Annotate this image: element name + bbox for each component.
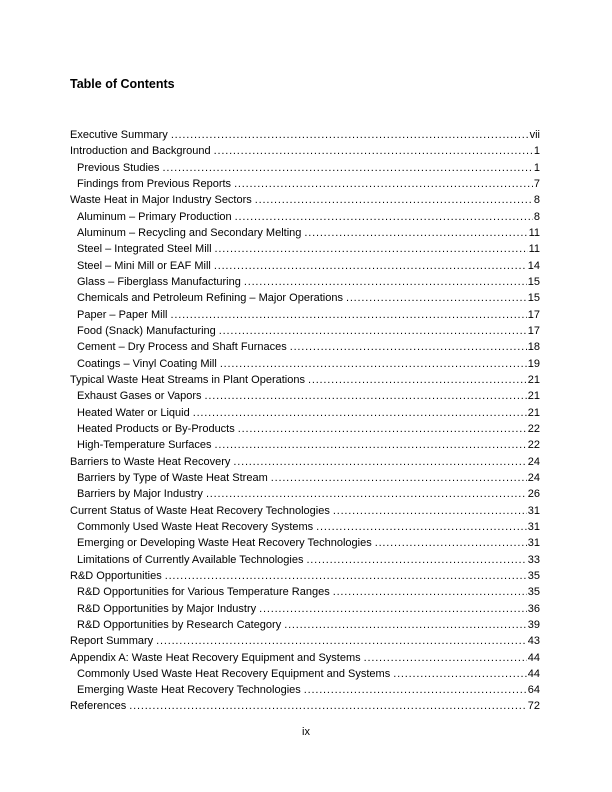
toc-entry-page: 33 [527,553,540,566]
toc-entry-title: R&D Opportunities by Research Category [77,618,282,631]
toc-dot-leader [219,323,527,339]
toc-dot-leader [308,372,527,388]
toc-dot-leader [163,160,533,176]
toc-entry-title: Cement – Dry Process and Shaft Furnaces [77,341,287,354]
toc-entry-page: 21 [527,390,540,403]
toc-dot-leader [214,143,533,159]
toc-entry-title: Emerging Waste Heat Recovery Technologies [77,684,301,697]
toc-dot-leader [333,503,527,519]
toc-entry-title: R&D Opportunities [70,569,162,582]
toc-dot-leader [255,192,533,208]
toc-entry-page: 14 [527,259,540,272]
toc-entry-page: 26 [527,488,540,501]
toc-entry [70,552,540,568]
toc-entry-page: 21 [527,373,540,386]
toc-dot-leader [214,258,527,274]
toc-entry-page: 35 [527,569,540,582]
toc-entry-title: References [70,700,127,713]
toc-entry-title: Aluminum – Recycling and Secondary Melting [77,226,302,239]
toc-entry-title: Barriers by Major Industry [77,488,203,501]
toc-entry [70,225,540,241]
toc-entry-title: Barriers to Waste Heat Recovery [70,455,231,468]
toc-entry-page: 18 [527,341,540,354]
toc-entry-title: Current Status of Waste Heat Recovery Technologies [70,504,330,517]
toc-entry [70,650,540,666]
toc-entry-title: Heated Products or By-Products [77,422,235,435]
toc-entry [70,192,540,208]
toc-entry-title: R&D Opportunities by Major Industry [77,602,257,615]
toc-entry-page: 15 [527,292,540,305]
toc-entry [70,584,540,600]
toc-entry [70,388,540,404]
toc-entry [70,127,540,143]
toc-dot-leader [156,633,527,649]
toc-entry-title: Steel – Mini Mill or EAF Mill [77,259,211,272]
toc-entry [70,258,540,274]
toc-entry-title: Previous Studies [77,161,160,174]
toc-entry-page: 21 [527,406,540,419]
toc-entry [70,503,540,519]
toc-entry [70,454,540,470]
toc-entry-title: Typical Waste Heat Streams in Plant Operations [70,373,305,386]
toc-entry [70,209,540,225]
toc-entry-page: 1 [533,161,540,174]
toc-entry-title: Glass – Fiberglass Manufacturing [77,275,241,288]
toc-entry [70,290,540,306]
toc-entry-page: 44 [527,667,540,680]
toc-dot-leader [129,698,526,714]
toc-entry [70,160,540,176]
toc-entry [70,535,540,551]
toc-entry-page: 19 [527,357,540,370]
toc-entry [70,666,540,682]
toc-entry-title: Barriers by Type of Waste Heat Stream [77,471,268,484]
toc-entry-title: Emerging or Developing Waste Heat Recovery Technologies [77,537,372,550]
toc-entry-title: Waste Heat in Major Industry Sectors [70,194,252,207]
toc-entry [70,437,540,453]
toc-entry-page: 7 [533,177,540,190]
toc-entry-page: 11 [528,243,540,256]
toc-dot-leader [304,682,527,698]
toc-dot-leader [316,519,527,535]
toc-entry [70,470,540,486]
table-of-contents [70,127,540,715]
toc-dot-leader [220,356,527,372]
toc-dot-leader [215,241,528,257]
toc-entry-title: Aluminum – Primary Production [77,210,232,223]
toc-entry-title: Commonly Used Waste Heat Recovery Systems [77,520,314,533]
toc-entry [70,241,540,257]
toc-entry-page: 8 [533,194,540,207]
toc-dot-leader [284,617,527,633]
toc-entry [70,339,540,355]
toc-entry-title: High-Temperature Surfaces [77,439,212,452]
toc-entry-title: Executive Summary [70,129,168,141]
toc-entry-page: 44 [527,651,540,664]
toc-dot-leader [235,209,533,225]
toc-entry-page: vii [529,129,540,141]
toc-dot-leader [290,339,527,355]
toc-entry-page: 24 [527,455,540,468]
toc-dot-leader [215,437,527,453]
toc-dot-leader [364,650,527,666]
toc-entry [70,682,540,698]
toc-entry-title: Steel – Integrated Steel Mill [77,243,212,256]
toc-entry [70,568,540,584]
toc-dot-leader [193,405,527,421]
toc-entry-title: Coatings – Vinyl Coating Mill [77,357,217,370]
toc-entry-title: Report Summary [70,635,154,648]
toc-entry [70,274,540,290]
toc-dot-leader [259,601,527,617]
toc-entry-page: 17 [527,308,540,321]
toc-entry-page: 8 [533,210,540,223]
toc-dot-leader [238,421,527,437]
toc-entry-title: Chemicals and Petroleum Refining – Major Operations [77,292,343,305]
toc-entry-page: 72 [527,700,540,713]
page-title: Table of Contents [70,77,175,92]
toc-dot-leader [171,307,527,323]
toc-entry [70,372,540,388]
toc-entry [70,323,540,339]
toc-entry [70,405,540,421]
toc-entry-page: 64 [527,684,540,697]
toc-dot-leader [306,552,526,568]
toc-entry-page: 36 [527,602,540,615]
toc-entry [70,698,540,714]
toc-entry [70,176,540,192]
toc-entry-page: 31 [527,520,540,533]
toc-entry-title: Food (Snack) Manufacturing [77,324,216,337]
toc-entry [70,633,540,649]
toc-entry-page: 22 [527,439,540,452]
toc-dot-leader [205,388,527,404]
toc-dot-leader [271,470,527,486]
toc-entry-title: Heated Water or Liquid [77,406,190,419]
toc-entry-title: Limitations of Currently Available Technologies [77,553,304,566]
toc-dot-leader [171,127,529,143]
toc-entry-page: 1 [533,145,540,158]
toc-entry-page: 15 [527,275,540,288]
toc-entry-page: 22 [527,422,540,435]
toc-entry-title: Commonly Used Waste Heat Recovery Equipment and Systems [77,667,391,680]
toc-entry-title: Exhaust Gases or Vapors [77,390,202,403]
toc-dot-leader [234,176,533,192]
toc-entry-page: 24 [527,471,540,484]
toc-dot-leader [375,535,527,551]
toc-dot-leader [304,225,527,241]
toc-entry [70,617,540,633]
toc-entry [70,421,540,437]
toc-entry-title: Paper – Paper Mill [77,308,168,321]
toc-entry [70,486,540,502]
toc-dot-leader [165,568,527,584]
toc-entry-page: 39 [527,618,540,631]
toc-entry-title: R&D Opportunities for Various Temperature Ranges [77,586,330,599]
toc-entry-page: 31 [527,504,540,517]
toc-entry [70,601,540,617]
toc-entry-title: Appendix A: Waste Heat Recovery Equipment and Systems [70,651,361,664]
toc-entry-page: 17 [527,324,540,337]
toc-dot-leader [233,454,526,470]
toc-entry-page: 43 [527,635,540,648]
toc-dot-leader [244,274,527,290]
toc-dot-leader [206,486,527,502]
toc-entry-page: 11 [528,226,540,239]
toc-entry-page: 35 [527,586,540,599]
toc-entry-title: Findings from Previous Reports [77,177,232,190]
page-number-footer: ix [302,726,310,738]
toc-entry [70,143,540,159]
toc-entry [70,307,540,323]
toc-entry [70,356,540,372]
toc-entry-title: Introduction and Background [70,145,211,158]
toc-entry [70,519,540,535]
toc-dot-leader [346,290,527,306]
toc-dot-leader [333,584,527,600]
toc-dot-leader [393,666,527,682]
toc-entry-page: 31 [527,537,540,550]
